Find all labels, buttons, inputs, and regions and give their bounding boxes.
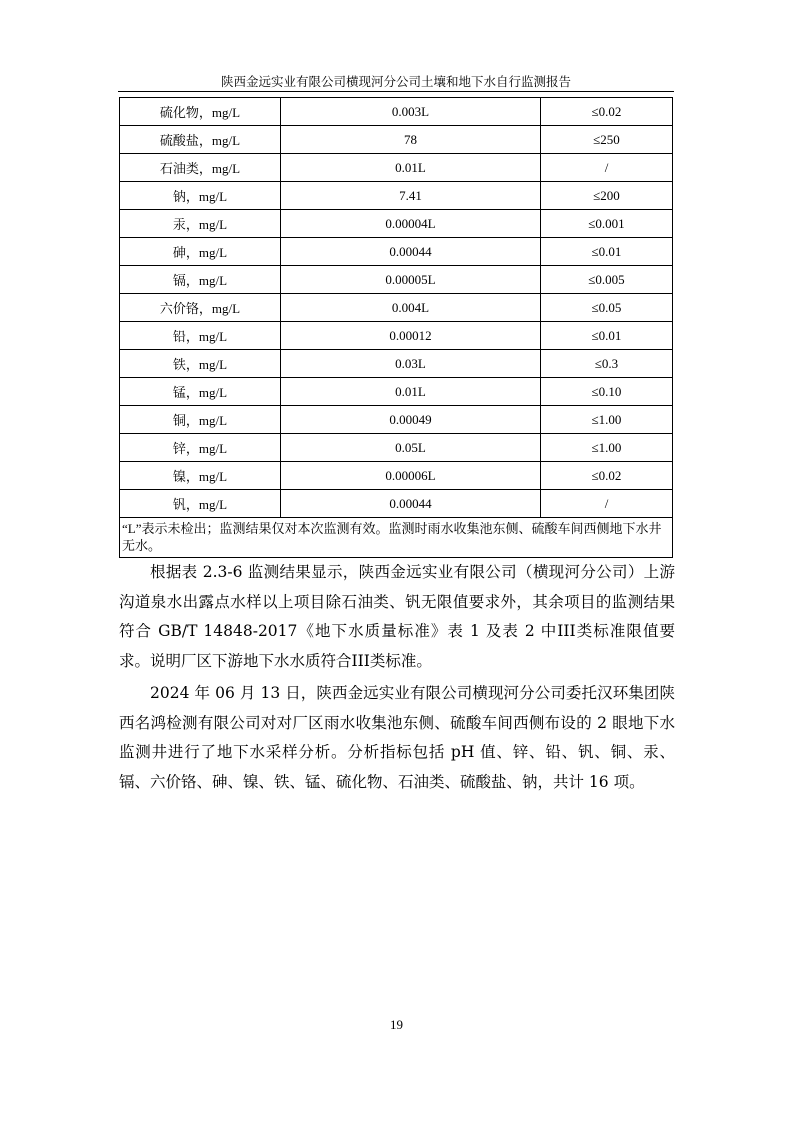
- table-row: [120, 462, 673, 490]
- page-number: 19: [390, 1017, 403, 1032]
- limit-cell: ≤0.005: [541, 266, 673, 294]
- table-row: [120, 126, 673, 154]
- item-cell: 硫酸盐，mg/L: [120, 126, 281, 154]
- limit-cell: ≤0.10: [541, 378, 673, 406]
- table-row: [120, 406, 673, 434]
- table-note: “L”表示未检出；监测结果仅对本次监测有效。监测时雨水收集池东侧、硫酸车间西侧地下水井无水。: [120, 518, 673, 558]
- table-row: [120, 266, 673, 294]
- limit-cell: ≤0.05: [541, 294, 673, 322]
- result-cell: 0.00005L: [281, 266, 541, 294]
- table-row: [120, 294, 673, 322]
- page-header: 陕西金远实业有限公司横现河分公司土壤和地下水自行监测报告: [118, 74, 674, 92]
- table-row: [120, 350, 673, 378]
- item-cell: 铜，mg/L: [120, 406, 281, 434]
- item-cell: 锌，mg/L: [120, 434, 281, 462]
- table-row: [120, 434, 673, 462]
- result-cell: 0.00012: [281, 322, 541, 350]
- table-row: [120, 182, 673, 210]
- table-row: [120, 98, 673, 126]
- result-cell: 0.03L: [281, 350, 541, 378]
- item-cell: 六价铬，mg/L: [120, 294, 281, 322]
- limit-cell: ≤0.3: [541, 350, 673, 378]
- table-row: [120, 238, 673, 266]
- limit-cell: /: [541, 154, 673, 182]
- result-cell: 0.01L: [281, 378, 541, 406]
- limit-cell: ≤250: [541, 126, 673, 154]
- table-row: [120, 210, 673, 238]
- table-note-row: [120, 518, 673, 558]
- item-cell: 镉，mg/L: [120, 266, 281, 294]
- result-cell: 0.00006L: [281, 462, 541, 490]
- limit-cell: ≤1.00: [541, 406, 673, 434]
- table-row: [120, 378, 673, 406]
- table-row: [120, 154, 673, 182]
- limit-cell: ≤0.02: [541, 462, 673, 490]
- result-cell: 0.00044: [281, 238, 541, 266]
- result-cell: 0.05L: [281, 434, 541, 462]
- table-row: [120, 322, 673, 350]
- limit-cell: ≤1.00: [541, 434, 673, 462]
- result-cell: 0.003L: [281, 98, 541, 126]
- table-row: [120, 490, 673, 518]
- result-cell: 0.00004L: [281, 210, 541, 238]
- body-paragraph-1: 根据表 2.3-6 监测结果显示，陕西金远实业有限公司（横现河分公司）上游沟道泉水出露点水样以上项目除石油类、钒无限值要求外，其余项目的监测结果符合 GB/T 14848-2017《地下水质量标准》表 1 及表 2 中III类标准限值要求。说明厂区下游地下水水质符合III类标准。: [119, 563, 675, 670]
- item-cell: 铁，mg/L: [120, 350, 281, 378]
- limit-cell: ≤0.01: [541, 322, 673, 350]
- result-cell: 0.004L: [281, 294, 541, 322]
- item-cell: 镍，mg/L: [120, 462, 281, 490]
- item-cell: 石油类，mg/L: [120, 154, 281, 182]
- item-cell: 汞，mg/L: [120, 210, 281, 238]
- result-cell: 0.01L: [281, 154, 541, 182]
- item-cell: 锰，mg/L: [120, 378, 281, 406]
- body-paragraph-2: 2024 年 06 月 13 日，陕西金远实业有限公司横现河分公司委托汉环集团陕西名鸿检测有限公司对对厂区雨水收集池东侧、硫酸车间西侧布设的 2 眼地下水监测井进行了地下水采样分析。分析指标包括 pH 值、锌、铅、钒、铜、汞、镉、六价铬、砷、镍、铁、锰、硫化物、石油类、硫酸盐、钠，共计 16 项。: [119, 684, 675, 791]
- item-cell: 硫化物，mg/L: [120, 98, 281, 126]
- limit-cell: ≤0.01: [541, 238, 673, 266]
- result-cell: 78: [281, 126, 541, 154]
- item-cell: 钠，mg/L: [120, 182, 281, 210]
- result-cell: 0.00049: [281, 406, 541, 434]
- result-cell: 7.41: [281, 182, 541, 210]
- limit-cell: /: [541, 490, 673, 518]
- monitoring-results-table: [119, 97, 673, 558]
- limit-cell: ≤0.001: [541, 210, 673, 238]
- limit-cell: ≤200: [541, 182, 673, 210]
- item-cell: 砷，mg/L: [120, 238, 281, 266]
- result-cell: 0.00044: [281, 490, 541, 518]
- item-cell: 铅，mg/L: [120, 322, 281, 350]
- limit-cell: ≤0.02: [541, 98, 673, 126]
- item-cell: 钒，mg/L: [120, 490, 281, 518]
